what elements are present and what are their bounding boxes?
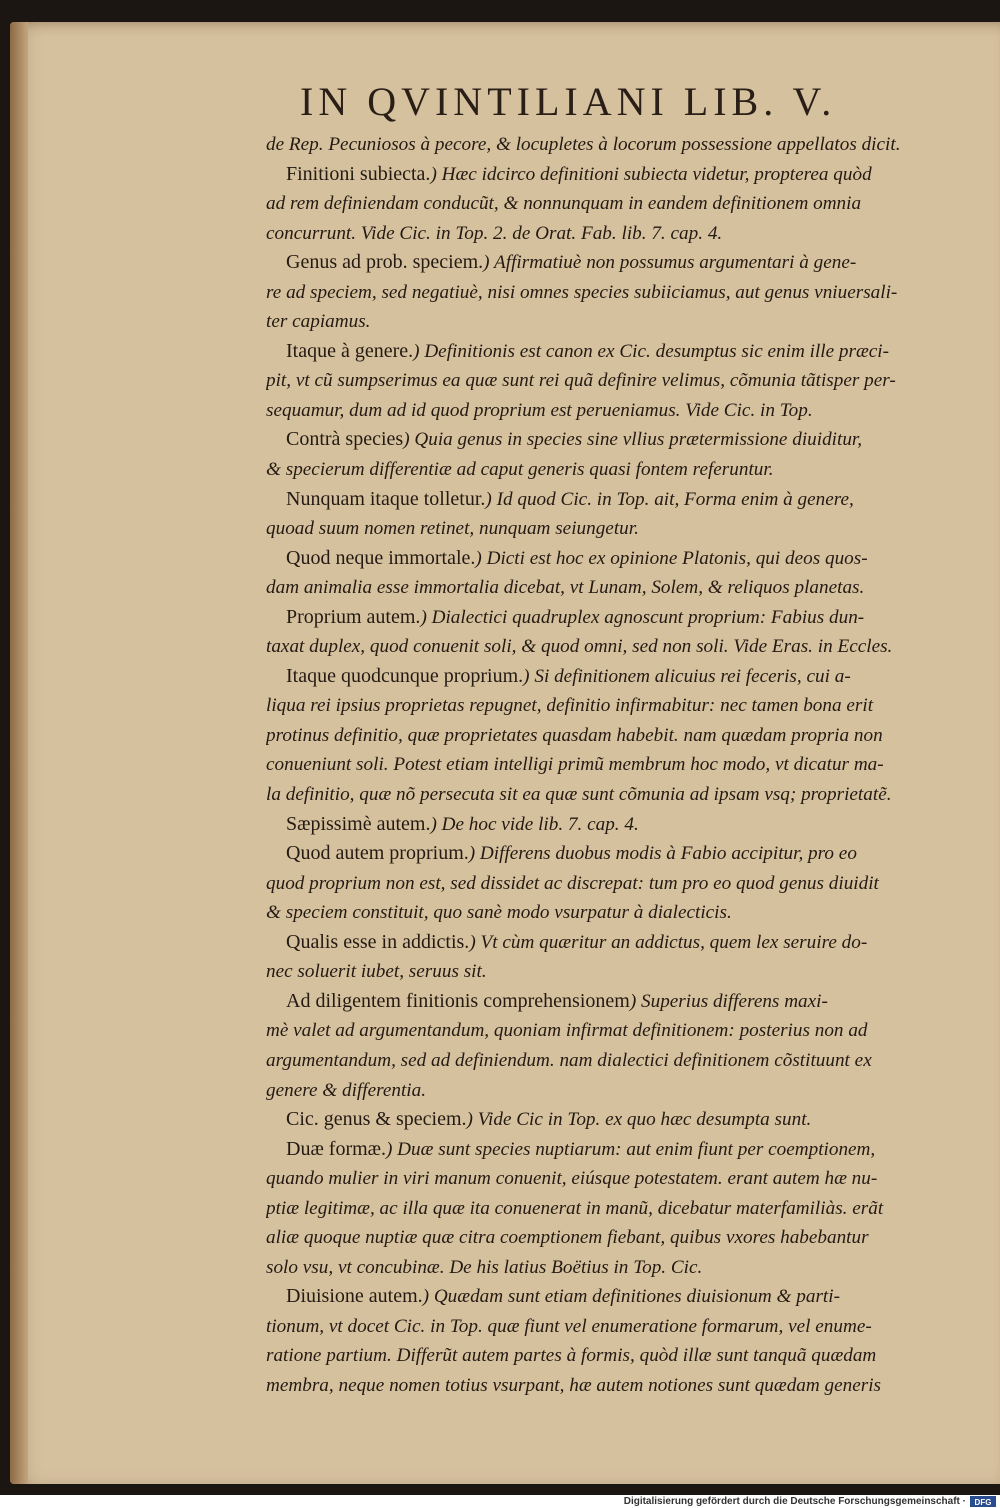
- gloss-text: tionum, vt docet Cic. in Top. quæ fiunt vel enumeratione formarum, vel enume-: [266, 1315, 872, 1337]
- text-line: [266, 1164, 966, 1194]
- text-line: [266, 721, 966, 751]
- gloss-text: ) Id quod Cic. in Top. ait, Forma enim à genere,: [485, 488, 854, 510]
- text-line: [266, 1312, 966, 1342]
- text-line: [266, 810, 966, 840]
- gloss-text: ) Differens duobus modis à Fabio accipitur, pro eo: [468, 843, 857, 865]
- lemma: Duæ formæ.: [286, 1137, 386, 1160]
- lemma: Ad diligentem finitionis comprehensionem: [286, 989, 630, 1012]
- lemma: Nunquam itaque tolletur.: [286, 487, 486, 510]
- commentary-text: [266, 130, 966, 1401]
- lemma: Contrà species: [286, 428, 404, 451]
- gloss-text: taxat duplex, quod conuenit soli, & quod omni, sed non soli. Vide Eras. in Eccles.: [266, 636, 893, 658]
- text-line: [266, 603, 966, 633]
- gloss-text: de Rep. Pecuniosos à pecore, & locupletes à locorum possessione appellatos dicit.: [266, 134, 901, 155]
- text-line: [266, 337, 966, 367]
- gloss-text: concurrunt. Vide Cic. in Top. 2. de Orat. Fab. lib. 7. cap. 4.: [266, 222, 723, 244]
- gloss-text: argumentandum, sed ad definiendum. nam dialectici definitionem cõstituunt ex: [266, 1049, 872, 1071]
- running-head: IN QVINTILIANI LIB. V.: [300, 79, 837, 124]
- gloss-text: pit, vt cũ sumpserimus ea quæ sunt rei quã definire velimus, cõmunia tãtisper per-: [266, 370, 896, 392]
- text-line: [266, 189, 966, 219]
- gloss-text: conueniunt soli. Potest etiam intelligi primũ membrum hoc modo, vt dicatur ma-: [266, 754, 884, 776]
- lemma: Genus ad prob. speciem.: [286, 251, 484, 274]
- gloss-text: ptiæ legitimæ, ac illa quæ ita conuenerat in manũ, dicebatur materfamiliàs. erãt: [266, 1197, 884, 1219]
- gloss-text: quando mulier in viri manum conuenit, eiúsque potestatem. erant autem hæ nu-: [266, 1168, 878, 1190]
- gloss-text: ) Quædam sunt etiam definitiones diuisionum & parti-: [422, 1286, 840, 1308]
- lemma: Itaque à genere.: [286, 339, 414, 362]
- gloss-text: nec soluerit iubet, seruus sit.: [266, 961, 487, 983]
- gloss-text: ) Superius differens maxi-: [629, 990, 828, 1012]
- text-line: [266, 928, 966, 958]
- gloss-text: membra, neque nomen totius vsurpant, hæ autem notiones sunt quædam generis: [266, 1374, 882, 1396]
- text-line: [266, 307, 966, 337]
- text-line: [266, 1194, 966, 1224]
- lemma: Finitioni subiecta.: [286, 162, 431, 185]
- gloss-text: ter capiamus.: [266, 311, 371, 333]
- gloss-text: ) Affirmatiuè non possumus argumentari à gene-: [483, 252, 857, 274]
- gloss-text: re ad speciem, sed negatiuè, nisi omnes species subiiciamus, aut genus vniuersali-: [266, 281, 898, 303]
- lemma: Sæpissimè autem.: [286, 812, 431, 835]
- text-line: [266, 396, 966, 426]
- text-line: [266, 839, 966, 869]
- lemma: Cic. genus & speciem.: [286, 1108, 467, 1131]
- text-line: [266, 485, 966, 515]
- gloss-text: & specierum differentiæ ad caput generis quasi fontem referuntur.: [266, 459, 774, 481]
- gloss-text: ) Dialectici quadruplex agnoscunt proprium: Fabius dun-: [420, 606, 865, 628]
- text-line: [266, 248, 966, 278]
- gloss-text: mè valet ad argumentandum, quoniam infirmat definitionem: posterius non ad: [266, 1020, 868, 1042]
- gloss-text: quoad suum nomen retinet, nunquam seiungetur.: [266, 518, 639, 540]
- gloss-text: genere & differentia.: [266, 1079, 427, 1101]
- gloss-text: ) Dicti est hoc ex opinione Platonis, qui deos quos-: [475, 547, 868, 569]
- gloss-text: ) Hæc idcirco definitioni subiecta videtur, propterea quòd: [430, 163, 872, 185]
- text-line: [266, 662, 966, 692]
- text-line: [266, 130, 966, 160]
- text-line: [266, 1105, 966, 1135]
- gloss-text: quod proprium non est, sed dissidet ac discrepat: tum pro eo quod genus diuidit: [266, 872, 879, 894]
- gloss-text: ) Definitionis est canon ex Cic. desumptus sic enim ille præci-: [413, 340, 890, 362]
- text-line: [266, 691, 966, 721]
- lemma: Quod autem proprium.: [286, 842, 469, 865]
- text-line: [266, 366, 966, 396]
- lemma: Proprium autem.: [286, 605, 421, 628]
- page-gutter-shadow: [10, 22, 28, 1484]
- gloss-text: la definitio, quæ nõ persecuta sit ea quæ sunt cõmunia ad ipsam vsq; proprietatẽ.: [266, 784, 892, 806]
- gloss-text: ) Vide Cic in Top. ex quo hæc desumpta sunt.: [466, 1109, 812, 1131]
- text-line: [266, 869, 966, 899]
- digitization-credit: Digitalisierung gefördert durch die Deutsche Forschungsgemeinschaft ·: [623, 1496, 966, 1507]
- gloss-text: ) Quia genus in species sine vllius prætermissione diuiditur,: [403, 429, 863, 451]
- gloss-text: & speciem constituit, quo sanè modo vsurpatur à dialecticis.: [266, 902, 732, 924]
- text-line: [266, 514, 966, 544]
- text-line: [266, 278, 966, 308]
- gloss-text: protinus definitio, quæ proprietates quasdam habebit. nam quædam propria non: [266, 724, 883, 746]
- text-line: [266, 455, 966, 485]
- text-line: [266, 1046, 966, 1076]
- gloss-text: liqua rei ipsius proprietas repugnet, definitio infirmabitur: nec tamen bona erit: [266, 695, 874, 717]
- gloss-text: dam animalia esse immortalia dicebat, vt Lunam, Solem, & reliquos planetas.: [266, 577, 865, 599]
- text-line: [266, 898, 966, 928]
- gloss-text: sequamur, dum ad id quod proprium est perueniamus. Vide Cic. in Top.: [266, 399, 813, 421]
- gloss-text: ratione partium. Differũt autem partes à formis, quòd illæ sunt tanquã quædam: [266, 1345, 877, 1367]
- lemma: Quod neque immortale.: [286, 546, 476, 569]
- text-line: [266, 1341, 966, 1371]
- dfg-logo-icon: DFG: [970, 1496, 996, 1507]
- gloss-text: solo vsu, vt concubinæ. De his latius Boëtius in Top. Cic.: [266, 1256, 703, 1278]
- text-line: [266, 1135, 966, 1165]
- lemma: Qualis esse in addictis.: [286, 930, 470, 953]
- text-line: [266, 160, 966, 190]
- gloss-text: ) Vt cùm quæritur an addictus, quem lex seruire do-: [469, 931, 868, 953]
- gloss-text: aliæ quoque nuptiæ quæ citra coemptionem fiebant, quibus vxores habebantur: [266, 1227, 869, 1249]
- text-line: [266, 1223, 966, 1253]
- text-line: [266, 1253, 966, 1283]
- text-line: [266, 1016, 966, 1046]
- text-line: [266, 1371, 966, 1401]
- digitization-credit-bar: [0, 1495, 1000, 1508]
- text-line: [266, 987, 966, 1017]
- text-line: [266, 632, 966, 662]
- text-line: [266, 219, 966, 249]
- lemma: Diuisione autem.: [286, 1285, 423, 1308]
- lemma: Itaque quodcunque proprium.: [286, 664, 524, 687]
- text-line: [266, 425, 966, 455]
- gloss-text: ) De hoc vide lib. 7. cap. 4.: [430, 813, 639, 835]
- text-line: [266, 957, 966, 987]
- text-line: [266, 573, 966, 603]
- text-line: [266, 1282, 966, 1312]
- gloss-text: ad rem definiendam conducũt, & nonnunquam in eandem definitionem omnia: [266, 193, 862, 215]
- text-line: [266, 750, 966, 780]
- text-line: [266, 1076, 966, 1106]
- text-line: [266, 544, 966, 574]
- gloss-text: ) Si definitionem alicuius rei feceris, cui a-: [523, 665, 851, 687]
- gloss-text: ) Duæ sunt species nuptiarum: aut enim fiunt per coemptionem,: [386, 1138, 876, 1160]
- text-line: [266, 780, 966, 810]
